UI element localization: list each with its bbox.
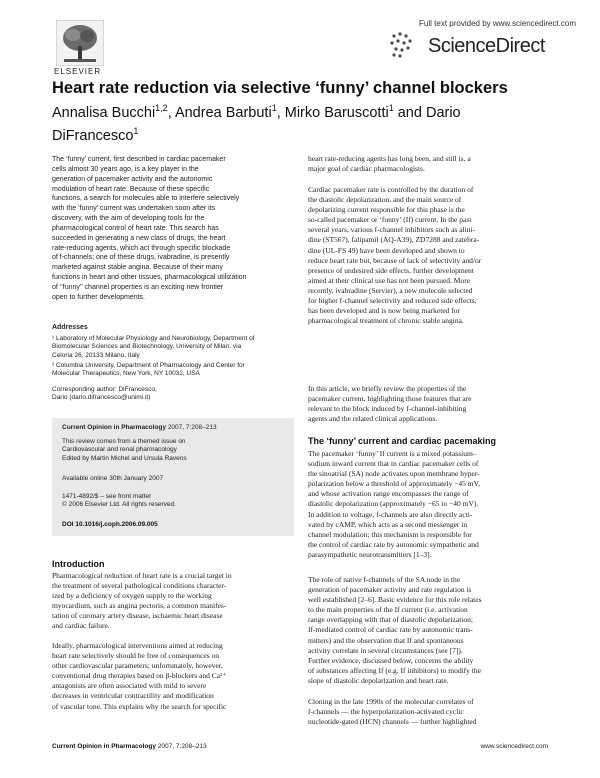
text-line: sodium inward current that in cardiac pacemaker cells of <box>308 459 479 469</box>
text-line: major goal of cardiac pharmacologists. <box>308 164 425 174</box>
text-line: and cardiac failure. <box>52 621 110 631</box>
fulltext-notice[interactable]: Full text provided by www.sciencedirect.com <box>419 19 576 28</box>
text-line: generation of pacemaker activity and rate regulation is <box>308 585 472 595</box>
text-line: nucleotide-gated (HCN) channels — further highlighted <box>308 717 477 727</box>
abstract-line: functions in heart and other tissues, pharmacological utilization <box>52 274 247 282</box>
text-line: polarization below a threshold of approximately −45 mV, <box>308 479 480 489</box>
text-line: range overlapping with that of diastolic depolarization; <box>308 615 473 625</box>
text-line: the diastolic depolarization, and the main source of <box>308 195 462 205</box>
footer-citation <box>52 743 207 750</box>
text-line: other cardiovascular parameters; unfortunately, however, <box>52 661 223 671</box>
sciencedirect-logo-icon <box>388 30 424 64</box>
text-line: ized by a deficiency of oxygen supply to the working <box>52 591 212 601</box>
text-line: The role of native f-channels of the SA node in the <box>308 575 461 584</box>
address-2 <box>52 362 292 379</box>
abstract-line: of ‘‘funny’’ channel properties is an exciting new frontier <box>52 283 224 291</box>
text-line: and whose activation range encompasses the range of <box>308 489 469 499</box>
text-line: relevant to the block induced by f-channel-inhibiting <box>308 404 467 414</box>
available-online: Available online 30th January 2007 <box>62 475 164 482</box>
right-paragraph-3 <box>308 449 548 560</box>
text-line: Further evidence, discussed below, concerns the ability <box>308 655 474 665</box>
rights-line: 1471-4892/$ – see front matter <box>62 493 152 500</box>
text-line: antagonists are often associated with mild to severe <box>52 681 207 691</box>
intro-paragraph-1 <box>52 571 292 632</box>
text-line: tation of coronary artery disease, ischaemic heart disease <box>52 611 223 621</box>
text-line: dine (ST567), falipamil (AQ-A39), ZD7288 and zatebra- <box>308 235 480 245</box>
text-line: the treatment of several pathological conditions character- <box>52 581 227 591</box>
journal-name: Current Opinion in Pharmacology <box>62 424 167 431</box>
text-line: myocardium, such as angina pectoris, a common manifes- <box>52 601 227 611</box>
author-name: and Dario DiFrancesco <box>52 104 461 144</box>
address-line: Celoria 26, 20133 Milano, Italy <box>52 351 140 359</box>
text-line: to the main properties of the If current (i.e. activation <box>308 605 468 615</box>
text-line: of vascular tone. This explains why the search for specific <box>52 701 227 711</box>
address-1 <box>52 335 292 360</box>
issue-line: This review comes from a themed issue on <box>62 438 186 445</box>
abstract-line: discovery, with the aim of developing tools for the <box>52 215 205 223</box>
text-line: aimed at their clinical use has not been pursued. More <box>308 275 471 285</box>
text-line: recently, ivabradine (Servier), a new molecule selected <box>308 285 473 295</box>
address-line: ¹ Laboratory of Molecular Physiology and Neurobiology, Department of <box>52 335 255 342</box>
corr-line: Corresponding author: DiFrancesco, <box>52 386 157 393</box>
right-paragraph-5 <box>308 697 548 727</box>
text-line: presence of undesired side effects, further development <box>308 265 474 275</box>
abstract-line: generation of pacemaker activity and the autonomic <box>52 175 213 183</box>
text-line: heart rate-reducing agents has long been, and still is, a <box>308 154 471 163</box>
sciencedirect-wordmark: ScienceDirect <box>428 35 545 57</box>
text-line: Cloning in the late 1990s of the molecular correlates of <box>308 697 474 706</box>
article-title: Heart rate reduction via selective ‘funny’ channel blockers <box>52 79 508 97</box>
author-affiliation: 1 <box>133 125 139 136</box>
footer-url[interactable]: www.sciencedirect.com <box>480 743 548 750</box>
text-line: channel modulation; this mechanism is responsible for <box>308 529 472 539</box>
text-line: well established [2–6]. Basic evidence for this role relates <box>308 595 482 605</box>
text-line: the control of cardiac rate by autonomic sympathetic and <box>308 539 479 549</box>
text-line: heart rate selectively should be free of consequences on <box>52 651 220 661</box>
text-line: decreases in ventricular contractility and modification <box>52 691 214 701</box>
text-line: the sinoatrial (SA) node activates upon membrane hyper- <box>308 469 480 479</box>
text-line: has been developed and is now being marketed for <box>308 306 461 316</box>
issue-line: Cardiovascular and renal pharmacology <box>62 446 177 454</box>
author-name: , Mirko Baruscotti <box>276 104 389 121</box>
author-name: Annalisa Bucchi <box>52 104 156 121</box>
text-line: If-mediated control of cardiac rate by autonomic trans- <box>308 625 473 635</box>
abstract-line: open to further developments. <box>52 293 146 301</box>
doi <box>62 521 158 528</box>
corresponding-author <box>52 386 292 403</box>
author-affiliation: 1 <box>388 103 394 113</box>
footer-journal: Current Opinion in Pharmacology <box>52 743 157 750</box>
abstract-line: rate-reducing agents, which act through specific blockade <box>52 244 231 252</box>
right-paragraph-4 <box>308 575 548 686</box>
text-line: activity correlate in several circumstances (see [7]). <box>308 645 463 655</box>
abstract-line: succeeded in generating a new class of drugs, the heart <box>52 234 226 242</box>
address-line: ² Columbia University, Department of Pharmacology and Center for <box>52 362 245 369</box>
text-line: The pacemaker ‘funny’ If current is a mixed potassium– <box>308 449 477 458</box>
abstract-line: of f-channels; one of these drugs, ivabradine, is presently <box>52 254 230 262</box>
infobox-journal <box>62 424 217 431</box>
text-line: In this article, we briefly review the properties of the <box>308 384 467 393</box>
right-paragraph-1 <box>308 185 548 326</box>
right-paragraph-0 <box>308 154 548 174</box>
text-line: so-called pacemaker or ‘funny’ (If) current. In the past <box>308 215 472 225</box>
right-paragraph-2 <box>308 384 548 424</box>
text-line: parasympathetic neurotransmitters [1–3]. <box>308 549 432 559</box>
author-affiliation: 1,2 <box>155 103 168 113</box>
addresses-heading: Addresses <box>52 324 88 331</box>
rights-info <box>62 493 290 510</box>
author-list <box>52 99 472 145</box>
text-line: agents and the related clinical applications. <box>308 414 438 424</box>
text-line: Cardiac pacemaker rate is controlled by the duration of <box>308 185 474 194</box>
text-line: dine (UL-FS 49) have been developed and shown to <box>308 245 465 255</box>
abstract-line: functions, a search for molecules able to interfere selectively <box>52 195 240 203</box>
text-line: f-channels — the hyperpolarization-activated cyclic <box>308 707 464 717</box>
address-line: Molecular Therapeutics, New York, NY 10032, USA <box>52 370 200 378</box>
text-line: vated by cAMP, which acts as a second messenger in <box>308 519 468 529</box>
author-affiliation: 1 <box>271 103 277 113</box>
text-line: Pharmacological reduction of heart rate is a crucial target in <box>52 571 232 580</box>
text-line: mitters) and the observation that If and spontaneous <box>308 635 464 645</box>
doi-link[interactable]: 10.1016/j.coph.2006.09.005 <box>75 521 158 528</box>
text-line: conventional drug therapies based on β-blockers and Ca²⁺ <box>52 671 227 681</box>
text-line: several years, various f-channel inhibitors such as alini- <box>308 225 476 235</box>
author-name: , Andrea Barbuti <box>167 104 272 121</box>
abstract-line: marketed against stable angina. Because of their many <box>52 264 223 272</box>
text-line: slope of diastolic depolarization and heart rate. <box>308 675 449 685</box>
rights-line: © 2006 Elsevier Ltd. All rights reserved. <box>62 501 176 509</box>
doi-label: DOI <box>62 521 76 528</box>
abstract <box>52 155 284 303</box>
abstract-line: cells almost 30 years ago, is a key player in the <box>52 165 199 173</box>
abstract-line: The ‘funny’ current, first described in cardiac pacemaker <box>52 156 226 163</box>
journal-ref: 2007, 7:208–213 <box>166 424 217 431</box>
text-line: pharmacological treatment of chronic stable angina. <box>308 316 464 326</box>
text-line: In addition to voltage, f-channels are also directly acti- <box>308 509 473 519</box>
text-line: pacemaker current, highlighting those features that are <box>308 394 472 404</box>
address-line: Biomolecular Sciences and Biotechnology, University of Milan, via <box>52 343 242 351</box>
intro-paragraph-2 <box>52 641 292 712</box>
introduction-heading: Introduction <box>52 559 105 569</box>
text-line: diastolic depolarization (approximately −65 to −40 mV). <box>308 499 479 509</box>
corr-email-line[interactable]: Dario (dario.difrancesco@unimi.it) <box>52 394 151 402</box>
elsevier-wordmark: ELSEVIER <box>54 67 102 76</box>
themed-issue-info <box>62 438 290 463</box>
section-heading-funny-current: The ‘funny’ current and cardiac pacemaking <box>308 436 497 446</box>
abstract-line: modulation of heart rate. Because of these specific <box>52 185 210 193</box>
text-line: reduce heart rate but, because of lack of selectivity and/or <box>308 255 482 265</box>
elsevier-tree-logo-icon <box>56 20 104 66</box>
abstract-line: pharmacological control of heart rate. This search has <box>52 224 219 232</box>
text-line: Ideally, pharmacological interventions aimed at reducing <box>52 641 223 650</box>
text-line: of substances affecting If (e.g. If inhibitors) to modify the <box>308 665 481 675</box>
issue-line: Edited by Martin Michel and Ursula Ravens <box>62 454 187 462</box>
text-line: depolarizing current responsible for this phase is the <box>308 205 465 215</box>
abstract-line: with the ‘funny’ current was undertaken soon after its <box>52 205 216 213</box>
footer-ref: 2007, 7:208–213 <box>156 743 207 750</box>
text-line: for higher f-channel selectivity and reduced side effects, <box>308 296 477 306</box>
